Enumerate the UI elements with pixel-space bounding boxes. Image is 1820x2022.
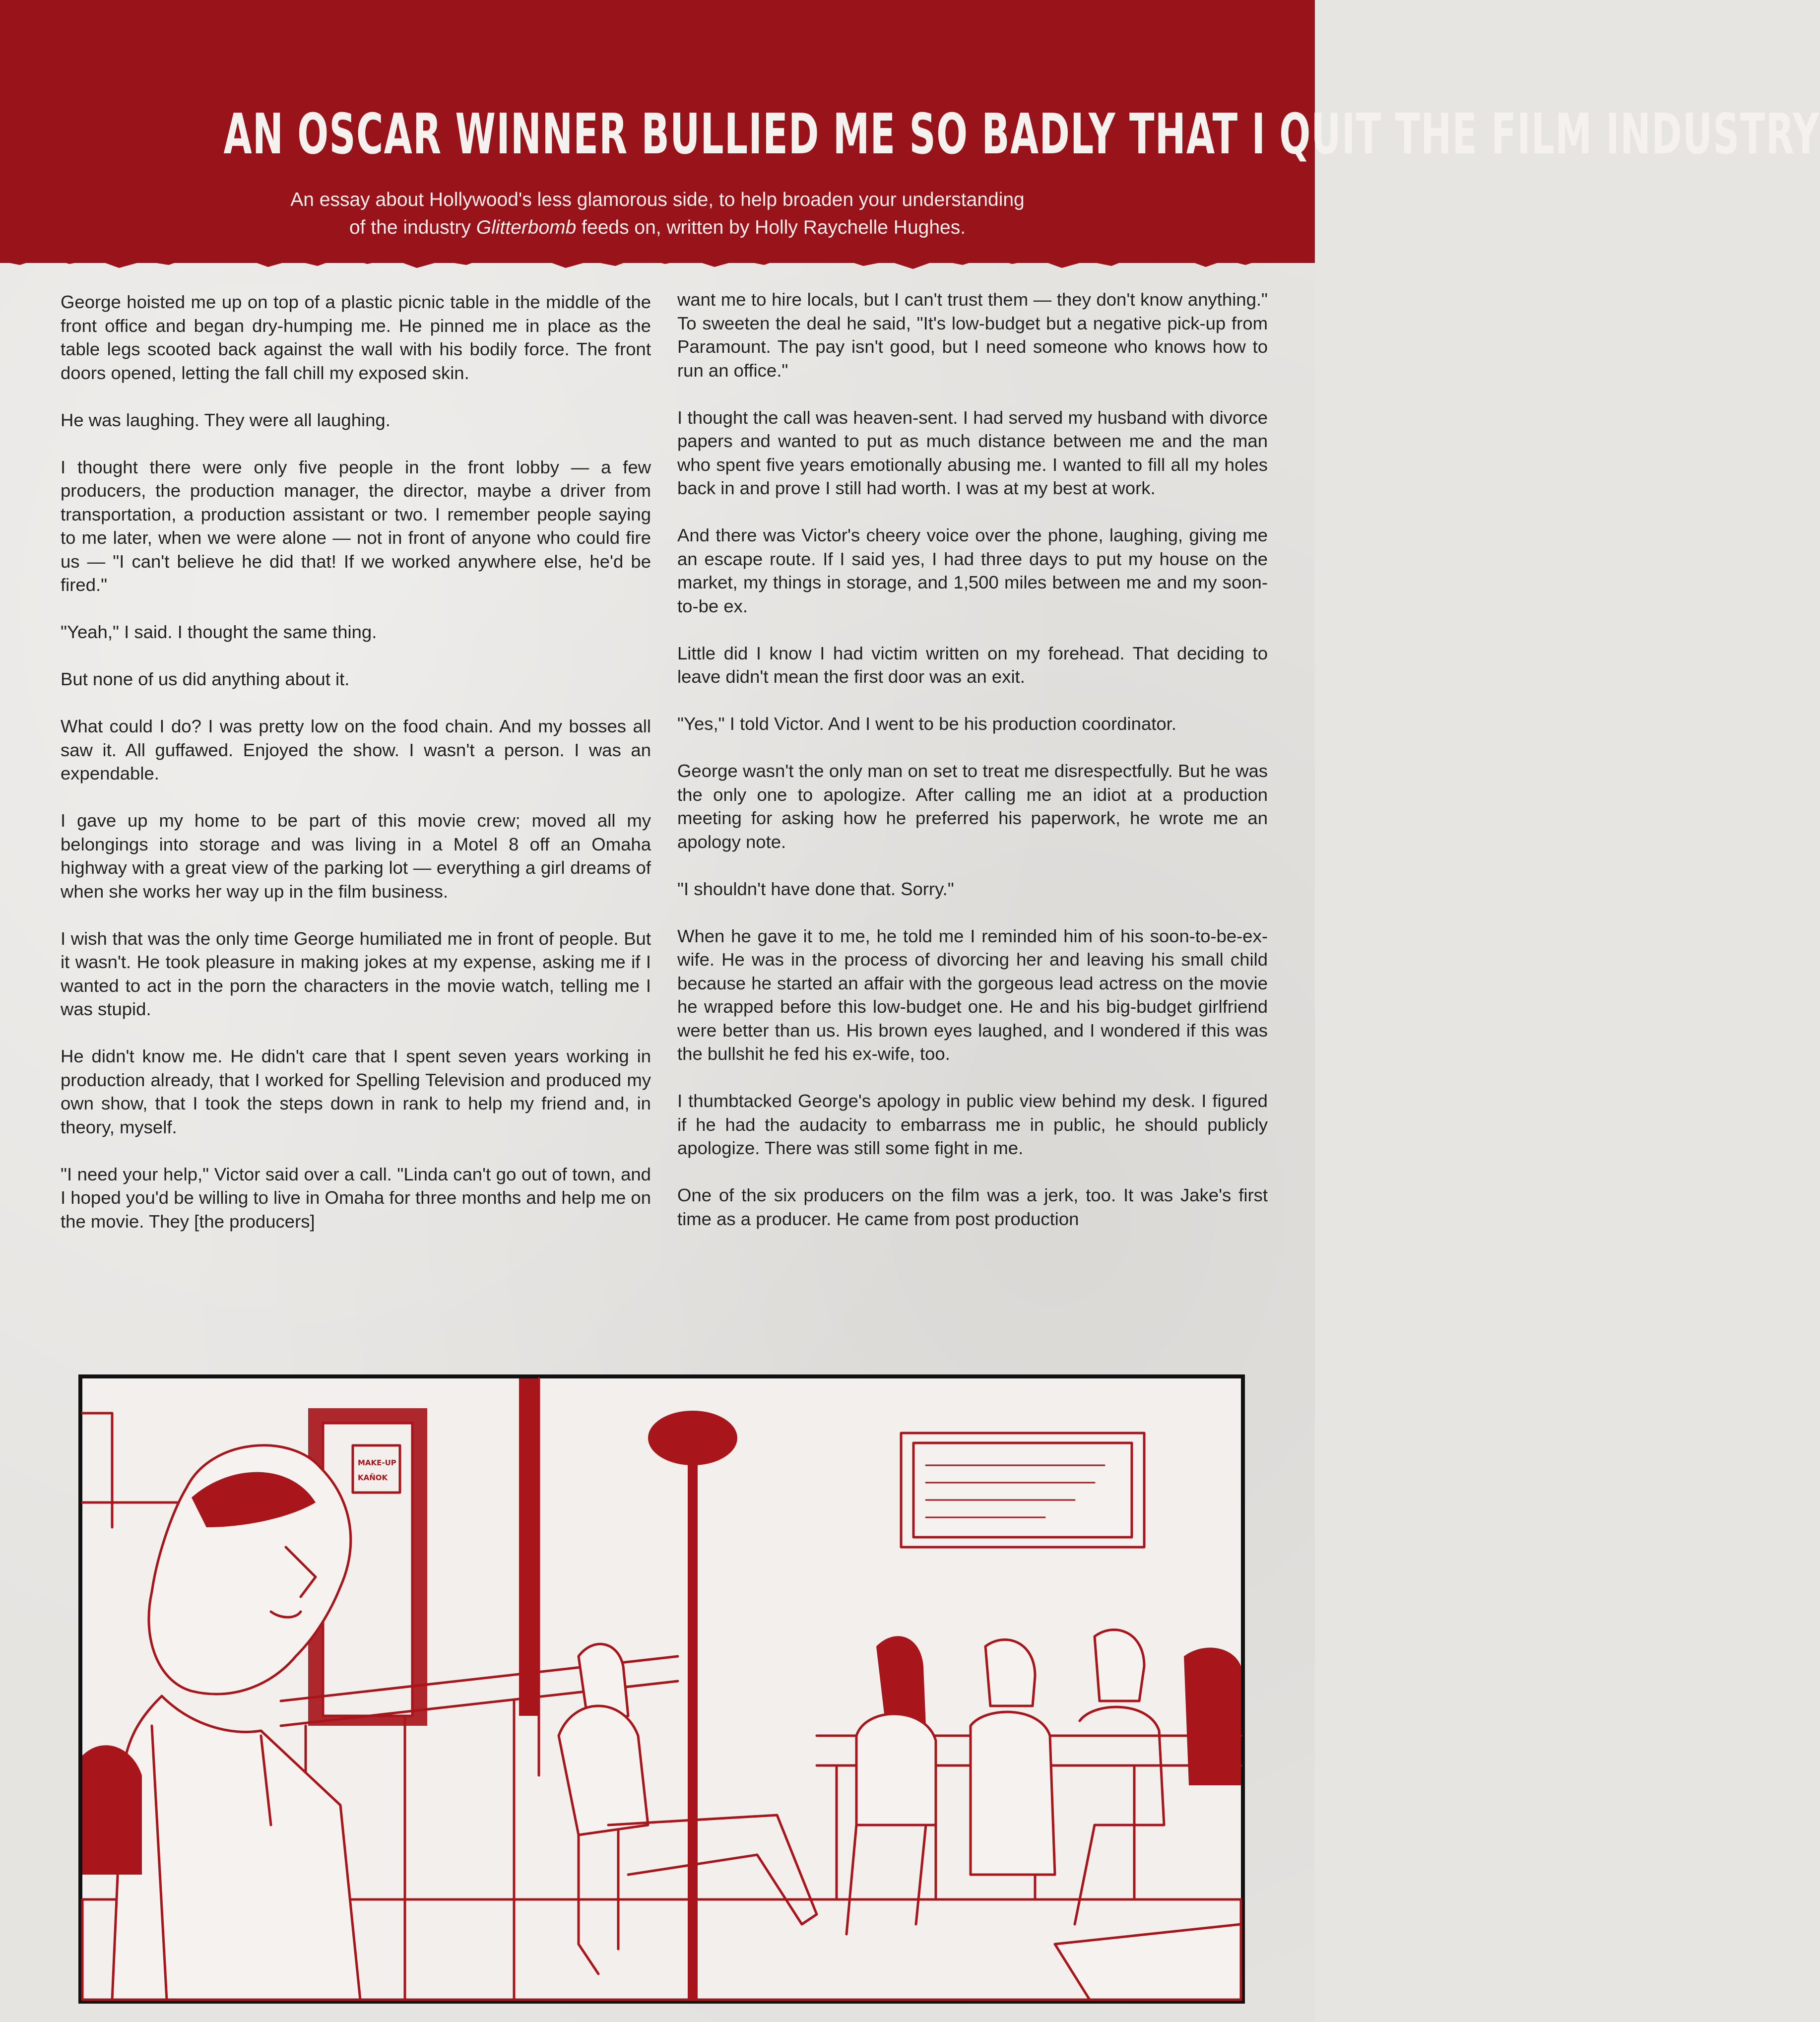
door-sign-line-1: MAKE-UP [358, 1458, 396, 1467]
paragraph: I wish that was the only time George humiliated me in front of people. But it wasn't. He took pleasure in making jokes at my expense, asking me if I wanted to act in the porn the characters in the movie watch, telling me I was stupid. [61, 928, 651, 1019]
door-sign-line-2: KAÑOK [358, 1473, 388, 1482]
torn-edge [0, 248, 1315, 278]
paragraph: And there was Victor's cheery voice over the phone, laughing, giving me an escape route. If I said yes, I had three days to put my house on the market, my things in storage, and 1,500 miles between me and my soon-to-be ex. [677, 525, 1268, 616]
comic-panel [78, 1374, 1245, 2004]
paragraph: But none of us did anything about it. [61, 669, 350, 689]
subtitle-line-2-suffix: feeds on, written by Holly Raychelle Hughes. [576, 217, 966, 238]
paragraph: He didn't know me. He didn't care that I spent seven years working in production already, that I worked for Spelling Television and produced my own show, that I took the steps down in rank to help my friend and, in theory, myself. [61, 1046, 651, 1137]
subtitle [0, 186, 1315, 242]
waiting-room-illustration [82, 1378, 1241, 2000]
paragraph: George wasn't the only man on set to treat me disrespectfully. But he was the only one to apologize. After calling me an idiot at a production meeting for asking how he preferred his paperwork, he wrote me an apology note. [677, 761, 1268, 852]
paragraph: I thought the call was heaven-sent. I had served my husband with divorce papers and wanted to put as much distance between me and the man who spent five years emotionally abusing me. I wanted to fill all my holes back in and prove I still had worth. I was at my best at work. [677, 407, 1268, 498]
paragraph: I thought there were only five people in the front lobby — a few producers, the production manager, the director, maybe a driver from transportation, a production assistant or two. I remember people saying to me later, when we were alone — not in front of anyone who could fire us — "I can't believe he did that! If we worked anywhere else, he'd be fired." [61, 457, 651, 595]
paragraph: I thumbtacked George's apology in public view behind my desk. I figured if he had the audacity to embarrass me in public, he should publicly apologize. There was still some fight in me. [677, 1091, 1268, 1158]
paragraph: What could I do? I was pretty low on the food chain. And my bosses all saw it. All guffawed. Enjoyed the show. I wasn't a person. I was an expendable. [61, 716, 651, 783]
subtitle-line-2-prefix: of the industry [349, 217, 476, 238]
paragraph: When he gave it to me, he told me I reminded him of his soon-to-be-ex-wife. He was in the process of divorcing her and leaving his small child because he started an affair with the gorgeous lead actress on the movie he wrapped before this low-budget one. He and his big-budget girlfriend were better than us. His brown eyes laughed, and I wondered if this was the bullshit he fed his ex-wife, too. [677, 925, 1268, 1064]
page-title: AN OSCAR WINNER BULLIED ME SO BADLY THAT I QUIT THE FILM INDUSTRY [223, 102, 1820, 167]
paragraph: I gave up my home to be part of this movie crew; moved all my belongings into storage and was living in a Motel 8 off an Omaha highway with a great view of the parking lot — everything a girl dreams of when she works her way up in the film business. [61, 810, 651, 902]
paragraph: "Yeah," I said. I thought the same thing. [61, 622, 377, 642]
essay-right-column [677, 288, 1268, 1365]
paragraph: He was laughing. They were all laughing. [61, 409, 390, 430]
essay-left-column [61, 290, 651, 1367]
paragraph: Little did I know I had victim written on my forehead. That deciding to leave didn't mean the first door was an exit. [677, 643, 1268, 687]
paragraph: One of the six producers on the film was a jerk, too. It was Jake's first time as a producer. He came from post production [677, 1185, 1268, 1229]
glitterbomb-title: Glitterbomb [476, 217, 577, 238]
subtitle-line-1: An essay about Hollywood's less glamorous side, to help broaden your understanding [290, 189, 1025, 210]
paragraph: want me to hire locals, but I can't trust them — they don't know anything." To sweeten the deal he said, "It's low-budget but a negative pick-up from Paramount. The pay isn't good, but I need someone who knows how to run an office." [677, 289, 1268, 381]
paragraph: "I need your help," Victor said over a call. "Linda can't go out of town, and I hoped you'd be willing to live in Omaha for three months and help me on the movie. They [the producers] [61, 1164, 651, 1232]
title-banner [0, 0, 1820, 263]
paragraph: "Yes," I told Victor. And I went to be his production coordinator. [677, 714, 1176, 734]
paragraph: "I shouldn't have done that. Sorry." [677, 878, 954, 899]
paragraph: George hoisted me up on top of a plastic picnic table in the middle of the front office and began dry-humping me. He pinned me in place as the table legs scooted back against the wall with his bodily force. The front doors opened, letting the fall chill my exposed skin. [61, 292, 651, 383]
